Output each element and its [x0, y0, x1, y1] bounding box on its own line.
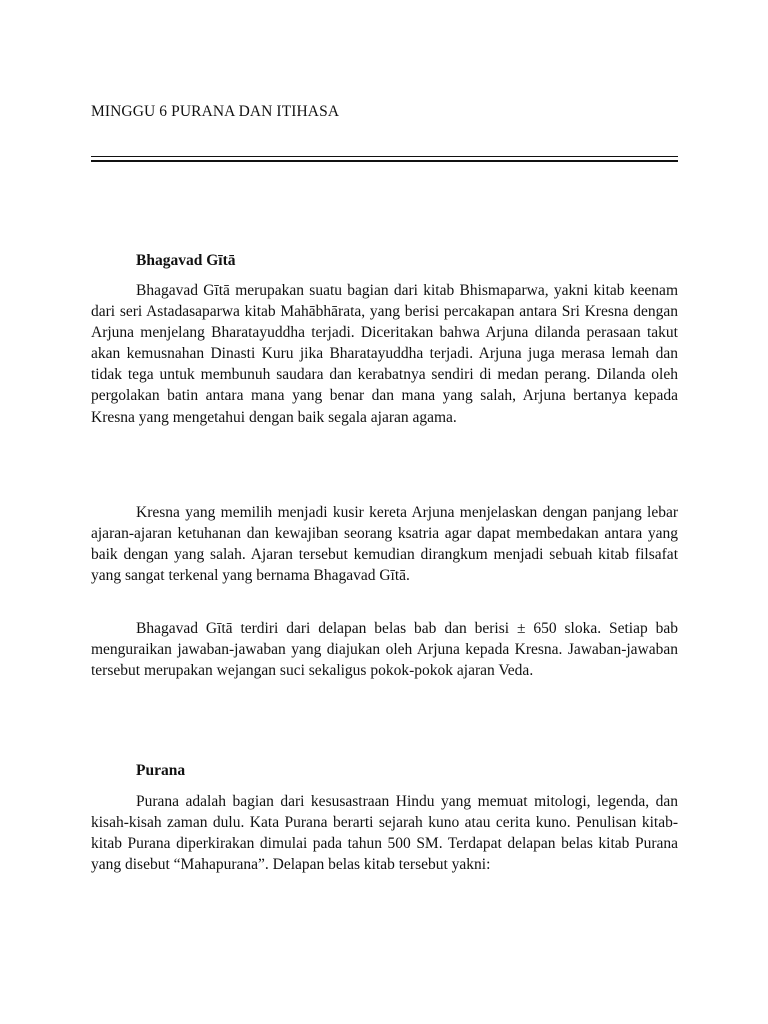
paragraph-purana-intro: Purana adalah bagian dari kesusastraan Hindu yang memuat mitologi, legenda, dan kisah-kisah zaman dulu. Kata Purana berarti sejarah kuno atau cerita kuno. Penulisan kitab-kitab Purana diperkirakan dimulai pada tahun 500 SM. Terdapat delapan belas kitab Purana yang disebut “Mahapurana”. Delapan belas kitab tersebut yakni: [91, 793, 678, 874]
section-title-purana: Purana [136, 762, 186, 779]
paragraph-gita-structure: Bhagavad Gītā terdiri dari delapan belas bab dan berisi ± 650 sloka. Setiap bab menguraikan jawaban-jawaban yang diajukan oleh Arjuna kepada Kresna. Jawaban-jawaban tersebut merupakan wejangan suci sekaligus pokok-pokok ajaran Veda. [91, 620, 678, 680]
section-title-bhagavad-gita: Bhagavad Gītā [136, 252, 236, 269]
paragraph-kresna-teaching: Kresna yang memilih menjadi kusir kereta Arjuna menjelaskan dengan panjang lebar ajaran-ajaran ketuhanan dan kewajiban seorang ksatria agar dapat membedakan antara yang baik dengan yang salah. Ajaran tersebut kemudian dirangkum menjadi sebuah kitab filsafat yang sangat terkenal yang bernama Bhagavad Gītā. [91, 504, 678, 585]
heading-divider-thick [91, 160, 678, 162]
page-heading: MINGGU 6 PURANA DAN ITIHASA [91, 103, 340, 120]
heading-divider-thin [91, 156, 678, 157]
paragraph-bhagavad-gita-intro: Bhagavad Gītā merupakan suatu bagian dari kitab Bhismaparwa, yakni kitab keenam dari seri Astadasaparwa kitab Mahābhārata, yang berisi percakapan antara Sri Kresna dengan Arjuna menjelang Bharatayuddha terjadi. Diceritakan bahwa Arjuna dilanda perasaan takut akan kemusnahan Dinasti Kuru jika Bharatayuddha terjadi. Arjuna juga merasa lemah dan tidak tega untuk membunuh saudara dan kerabatnya sendiri di medan perang. Dilanda oleh pergolakan batin antara mana yang benar dan mana yang salah, Arjuna bertanya kepada Kresna yang mengetahui dengan baik segala ajaran agama. [91, 282, 678, 426]
